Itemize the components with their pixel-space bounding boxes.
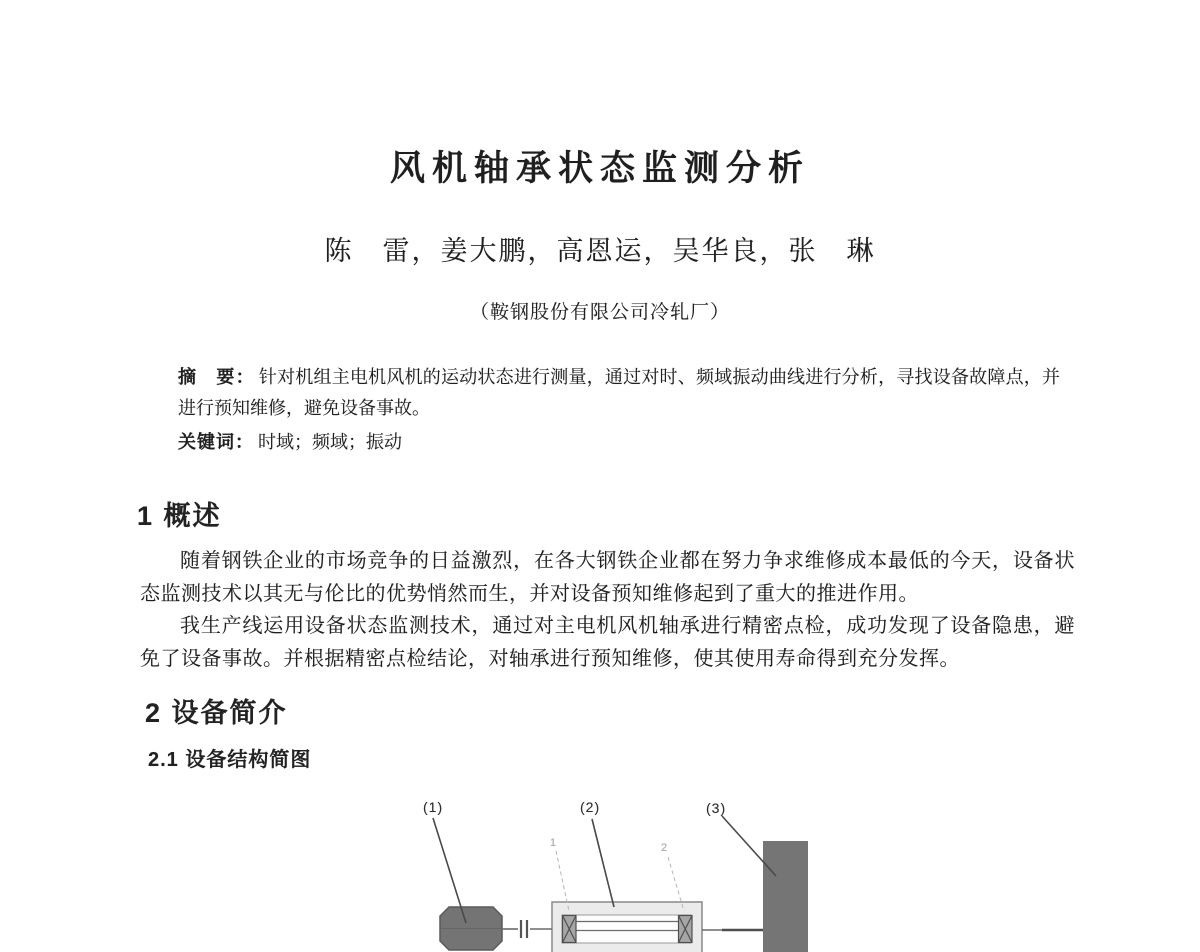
section-1-paragraph-1: 随着钢铁企业的市场竞争的日益激烈，在各大钢铁企业都在努力争求维修成本最低的今天，设备状态监测技术以其无与伦比的优势悄然而生，并对设备预知维修起到了重大的推进作用。	[140, 550, 1075, 605]
paper-title: 风机轴承状态监测分析	[389, 149, 810, 188]
abstract-paragraph	[178, 362, 1060, 424]
equipment-structure-diagram	[0, 780, 1200, 952]
housing-inner-cavity	[562, 915, 691, 943]
part-2-label: 2	[661, 842, 668, 854]
part-1-label: 1	[550, 837, 557, 849]
section-2-1-heading: 2.1 设备结构简图	[148, 749, 312, 771]
affiliation-line: （鞍钢股份有限公司冷轧厂）	[469, 302, 730, 323]
authors-line: 陈 雷，姜大鹏，高恩运，吴华良，张 琳	[324, 236, 876, 266]
abstract-block	[178, 362, 1060, 458]
section-1-paragraph-2: 我生产线运用设备状态监测技术，通过对主电机风机轴承进行精密点检，成功发现了设备隐患，避免了设备事故。并根据精密点检结论，对轴承进行预知维修，使其使用寿命得到充分发挥。	[140, 615, 1075, 670]
keywords-label: 关键词：	[178, 432, 254, 452]
abstract-label: 摘 要：	[178, 367, 255, 387]
coupling-icon	[521, 920, 527, 938]
section-1-body	[140, 545, 1075, 675]
callout-1-label: (1)	[423, 799, 444, 815]
section-1-heading: 1 概述	[137, 501, 222, 531]
bearing-right-shape	[679, 916, 693, 943]
fan-shape	[763, 841, 808, 952]
keywords-text: 时域；频域；振动	[258, 432, 402, 452]
callout-2-leader-line	[592, 819, 614, 907]
bearing-left-shape	[563, 916, 577, 943]
callout-3-label: (3)	[706, 800, 727, 816]
keywords-line	[178, 427, 1060, 458]
section-2-heading: 2 设备简介	[145, 698, 288, 728]
callout-2-label: (2)	[580, 799, 601, 815]
abstract-text: 针对机组主电机风机的运动状态进行测量，通过对时、频域振动曲线进行分析，寻找设备故障点，并进行预知维修，避免设备事故。	[178, 367, 1061, 418]
